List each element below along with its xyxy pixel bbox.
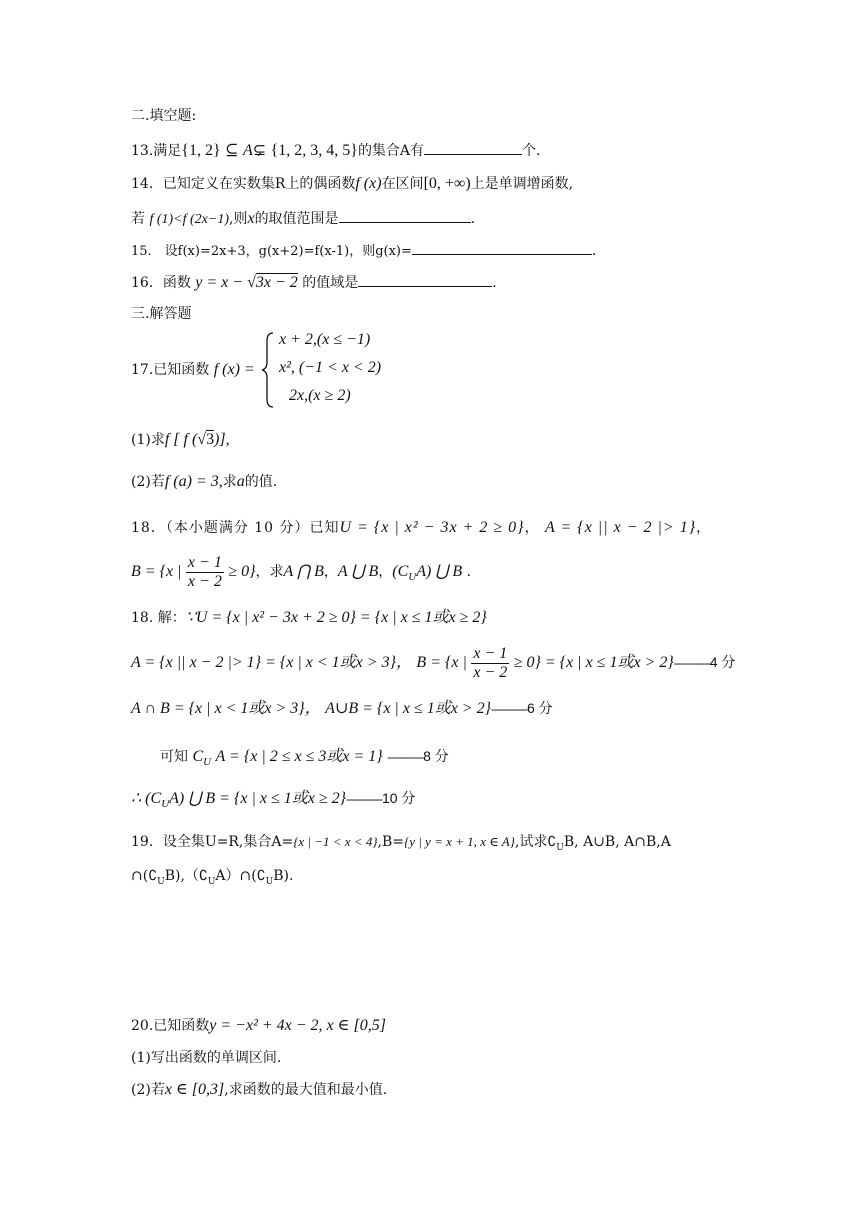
q13-set1: {1, 2} <box>181 142 221 159</box>
q17-fx: f (x) = <box>213 361 255 378</box>
q14-interval: [0, +∞) <box>423 175 471 192</box>
q20-part2-prefix: (2)若 <box>131 1082 165 1098</box>
sol18-dash-6: ------------ <box>491 702 527 716</box>
q13-suffix: 个. <box>522 143 541 159</box>
question-15 <box>131 240 596 262</box>
sol18-line4-prefix: 可知 <box>160 749 188 765</box>
q13-subset-symbol: ⊆ <box>225 142 239 159</box>
q14-line2-mid: ,则 <box>229 211 248 227</box>
question-19-line1 <box>131 832 671 858</box>
question-13 <box>131 140 541 161</box>
sol18-final-sub: U <box>161 797 170 810</box>
q19-prefix: 19．设全集U=R,集合A= <box>131 834 294 850</box>
q14-line2-suffix: 的取值范围是 <box>254 211 339 227</box>
sol18-complement: C <box>192 748 204 765</box>
q18-prefix: 18．（本小题满分 10 分）已知 <box>131 520 340 536</box>
question-20 <box>131 1016 386 1036</box>
q14-answer-blank[interactable] <box>339 208 471 223</box>
q19-line2-a: ∩(∁ <box>131 868 158 884</box>
q15-end: . <box>591 243 597 259</box>
sol18-final: ∴ (C <box>131 790 162 807</box>
q17-lead: 17.已知函数 <box>131 362 210 378</box>
sol18-score-4: 4 分 <box>709 654 736 670</box>
q19-sub-u2: U <box>157 876 165 887</box>
question-17-part2 <box>131 472 277 492</box>
q16-answer-blank[interactable] <box>358 272 492 287</box>
q18-op-complement-sub: U <box>408 570 417 583</box>
question-14-line1 <box>131 174 573 194</box>
q18-tail: ， <box>696 520 712 536</box>
q18-set-u: U = {x | x² − 3x + 2 ≥ 0} <box>339 519 525 536</box>
q13-answer-blank[interactable] <box>424 140 522 155</box>
solution-18-line3 <box>131 698 553 719</box>
q19-line2-c: A）∩(∁ <box>215 868 266 884</box>
q20-part2-range: x ∈ [0,3] <box>164 1081 225 1098</box>
sol18-dash-4: ------------ <box>673 656 710 670</box>
q15-text: 15. 设f(x)=2x+3，g(x+2)=f(x-1)，则g(x)= <box>131 244 412 259</box>
q18-set-b-suffix: ≥ 0} <box>228 563 256 580</box>
q17-part2-suffix: 的值. <box>244 474 278 490</box>
sqrt-icon: √ <box>247 274 256 291</box>
sol18-prefix: 18. 解： <box>131 610 186 626</box>
section-heading-solve: 三.解答题 <box>131 306 192 322</box>
sol18-complement-set: A = {x | 2 ≤ x ≤ 3或x = 1} <box>215 748 383 765</box>
q18-sep-1: ， <box>323 564 338 580</box>
q18-sep-2: ， <box>378 564 393 580</box>
q17-part2-expr: f (a) = 3, <box>164 473 223 490</box>
q19-set-a: {x | −1 < x < 4} <box>293 834 378 849</box>
sol18-b-suffix: ≥ 0} = {x | x ≤ 1或x > 2} <box>513 654 674 671</box>
q17-part1-radicand: 3 <box>206 431 215 448</box>
sol18-final-set: A) ⋃ B = {x | x ≤ 1或x ≥ 2} <box>169 790 347 807</box>
question-16 <box>131 272 497 293</box>
q17-case-1: x + 2,(x ≤ −1) <box>279 331 371 348</box>
question-20-part1: (1)写出函数的单调区间. <box>131 1050 282 1066</box>
q16-formula: y = x − <box>195 274 248 291</box>
sol18-union: A∪B = {x | x ≤ 1或x > 2} <box>325 700 492 717</box>
q14-line2-prefix: 若 <box>131 211 145 227</box>
q17-part2-prefix: (2)若 <box>131 474 165 490</box>
q19-tail: B, A∪B, A∩B,A <box>563 834 671 850</box>
q18-op-intersection: A ⋂ B <box>283 563 324 580</box>
q14-prefix: 14．已知定义在实数集R上的偶函数 <box>131 176 356 192</box>
q20-lead: 20.已知函数 <box>131 1018 210 1034</box>
question-18-line2 <box>131 552 471 597</box>
q14-fx: f (x) <box>355 175 382 192</box>
sol18-u-set: ∵U = {x | x² − 3x + 2 ≥ 0} = {x | x ≤ 1或x ≥ 2} <box>185 609 487 626</box>
q17-part1-expr: f [ f ( <box>164 431 198 448</box>
q18-set-b-prefix: B = {x | <box>131 563 182 580</box>
q19-set-b: {y | y = x + 1, x ∈ A} <box>404 834 515 849</box>
q19-sub-u3: U <box>207 876 216 887</box>
sol18-score-10: 10 分 <box>381 790 416 806</box>
question-18-line1 <box>131 518 711 538</box>
q17-part1-prefix: (1)求 <box>131 432 165 448</box>
q19-sub-u1: U <box>556 842 564 853</box>
q16-suffix: 的值域是 <box>302 275 359 291</box>
q18-op-complement-rest: A) ⋃ B <box>416 563 463 580</box>
q16-prefix: 16．函数 <box>131 275 191 291</box>
fraction-numerator: x − 1 <box>473 644 508 662</box>
q17-part2-var: a <box>236 473 245 490</box>
q18-set-a: A = {x || x − 2 |> 1} <box>545 519 697 536</box>
q18-end: . <box>466 564 472 580</box>
solution-18-line2 <box>131 642 735 683</box>
q14-inequality: f (1)<f (2x−1) <box>149 212 229 227</box>
q18-op-union: A ⋃ B <box>337 563 379 580</box>
q14-var-x: x <box>247 210 255 227</box>
q14-end: . <box>470 211 476 227</box>
q19-line2-b: B),（∁ <box>164 868 208 884</box>
q17-part2-mid: 求 <box>222 474 237 490</box>
q17-part1-expr-end: )], <box>214 431 230 448</box>
question-20-part2 <box>131 1080 387 1100</box>
q20-part2-suffix: ,求函数的最大值和最小值. <box>224 1082 388 1098</box>
q14-mid: 在区间 <box>381 176 424 192</box>
sol18-dash-8: ------------ <box>387 750 424 764</box>
fraction-numerator: x − 1 <box>187 553 222 571</box>
section-heading-fill-blank: 二.填空题: <box>131 108 197 124</box>
q16-end: . <box>492 275 497 291</box>
q18-comma: ， <box>524 520 540 536</box>
q13-set2: {1, 2, 3, 4, 5} <box>270 142 358 159</box>
sol18-intersection: A ∩ B = {x | x < 1或x > 3}， <box>131 700 321 717</box>
q15-answer-blank[interactable] <box>412 240 592 255</box>
q16-radicand: 3x − 2 <box>255 274 298 291</box>
fraction-denominator: x − 2 <box>473 663 508 681</box>
solution-18-line5 <box>131 788 415 814</box>
q19-suffix: ,试求∁ <box>514 834 557 850</box>
q13-strict-subset-symbol: ⊊ <box>252 142 267 159</box>
solution-18-line4 <box>160 746 449 772</box>
sol18-complement-sub: U <box>203 755 212 768</box>
q13-prefix: 13.满足 <box>131 143 182 159</box>
sol18-b-fraction <box>471 645 509 682</box>
q19-mid: ,B= <box>377 834 404 850</box>
sol18-a-set: A = {x || x − 2 |> 1} = {x | x < 1或x > 3}， <box>131 654 412 671</box>
q18-ask: ，求 <box>255 564 284 580</box>
question-14-line2 <box>131 208 475 230</box>
fraction-denominator: x − 2 <box>187 572 222 590</box>
q13-set-a: A <box>242 142 253 159</box>
q17-case-2: x², (−1 < x < 2) <box>279 359 382 376</box>
q19-sub-u4: U <box>265 876 274 887</box>
q13-middle: 的集合A有 <box>357 143 425 159</box>
sol18-b-prefix: B = {x | <box>416 654 467 671</box>
q17-case-3: 2x,(x ≥ 2) <box>289 387 351 404</box>
q14-suffix: 上是单调增函数, <box>470 176 574 192</box>
q18-op-complement: (C <box>392 563 409 580</box>
question-19-line2 <box>131 866 293 892</box>
q20-formula: y = −x² + 4x − 2, x ∈ [0,5] <box>209 1017 386 1034</box>
sol18-score-6: 6 分 <box>526 700 553 716</box>
left-brace-icon <box>261 331 275 409</box>
q19-line2-d: B). <box>273 868 294 884</box>
sol18-dash-10: ------------ <box>346 792 382 806</box>
q18-set-b-fraction <box>186 554 224 591</box>
solution-18-line1 <box>131 608 487 628</box>
sqrt-icon: √ <box>197 431 207 448</box>
sol18-score-8: 8 分 <box>423 748 449 764</box>
question-17-part1 <box>131 430 230 450</box>
